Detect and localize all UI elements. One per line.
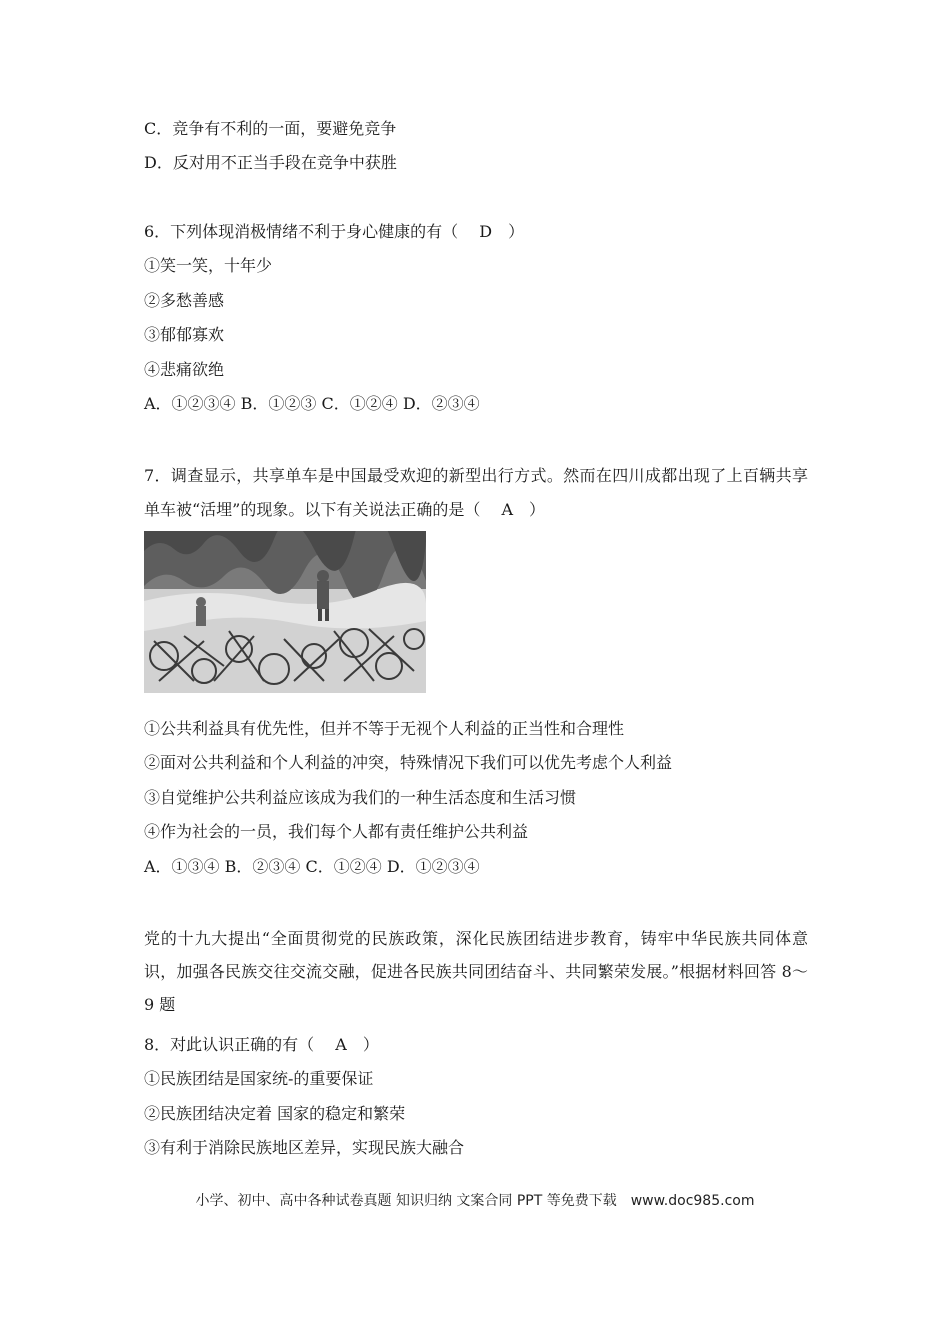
- q6-item-2: ②多愁善感: [144, 291, 225, 310]
- q7-item-4: ④作为社会的一员，我们每个人都有责任维护公共利益: [144, 822, 529, 841]
- q6-item-4: ④悲痛欲绝: [144, 360, 225, 379]
- q8-item-3: ③有利于消除民族地区差异，实现民族大融合: [144, 1138, 465, 1157]
- q6-stem: 6．下列体现消极情绪不利于身心健康的有（ D ）: [144, 222, 525, 241]
- q6-choices: A．①②③④ B．①②③ C．①②④ D．②③④: [144, 394, 480, 413]
- q8-item-2: ②民族团结决定着 国家的稳定和繁荣: [144, 1104, 406, 1123]
- q7-stem: 7．调查显示，共享单车是中国最受欢迎的新型出行方式。然而在四川成都出现了上百辆共享单车被“活埋”的现象。以下有关说法正确的是（ A ）: [144, 466, 808, 519]
- q7-item-2: ②面对公共利益和个人利益的冲突，特殊情况下我们可以优先考虑个人利益: [144, 753, 673, 772]
- q6-item-1: ①笑一笑，十年少: [144, 256, 273, 275]
- q7-choices: A．①③④ B．②③④ C．①②④ D．①②③④: [144, 857, 480, 876]
- page-footer: 小学、初中、高中各种试卷真题 知识归纳 文案合同 PPT 等免费下载 www.doc985.com: [195, 1193, 755, 1209]
- q7-item-3: ③自觉维护公共利益应该成为我们的一种生活态度和生活习惯: [144, 788, 577, 807]
- q6-item-3: ③郁郁寡欢: [144, 325, 225, 344]
- q5-option-d: D．反对用不正当手段在竞争中获胜: [144, 153, 397, 172]
- q8-item-1: ①民族团结是国家统-的重要保证: [144, 1069, 374, 1088]
- material-text: 党的十九大提出“全面贯彻党的民族政策，深化民族团结进步教育，铸牢中华民族共同体意识，加强各民族交往交流交融，促进各民族共同团结奋斗、共同繁荣发展。”根据材料回答 8～9 题: [144, 929, 808, 1014]
- q8-stem: 8．对此认识正确的有（ A ）: [144, 1035, 379, 1054]
- buried-bikes-photo: [144, 531, 426, 693]
- q7-item-1: ①公共利益具有优先性，但并不等于无视个人利益的正当性和合理性: [144, 719, 625, 738]
- q5-option-c: C．竞争有不利的一面，要避免竞争: [144, 119, 397, 138]
